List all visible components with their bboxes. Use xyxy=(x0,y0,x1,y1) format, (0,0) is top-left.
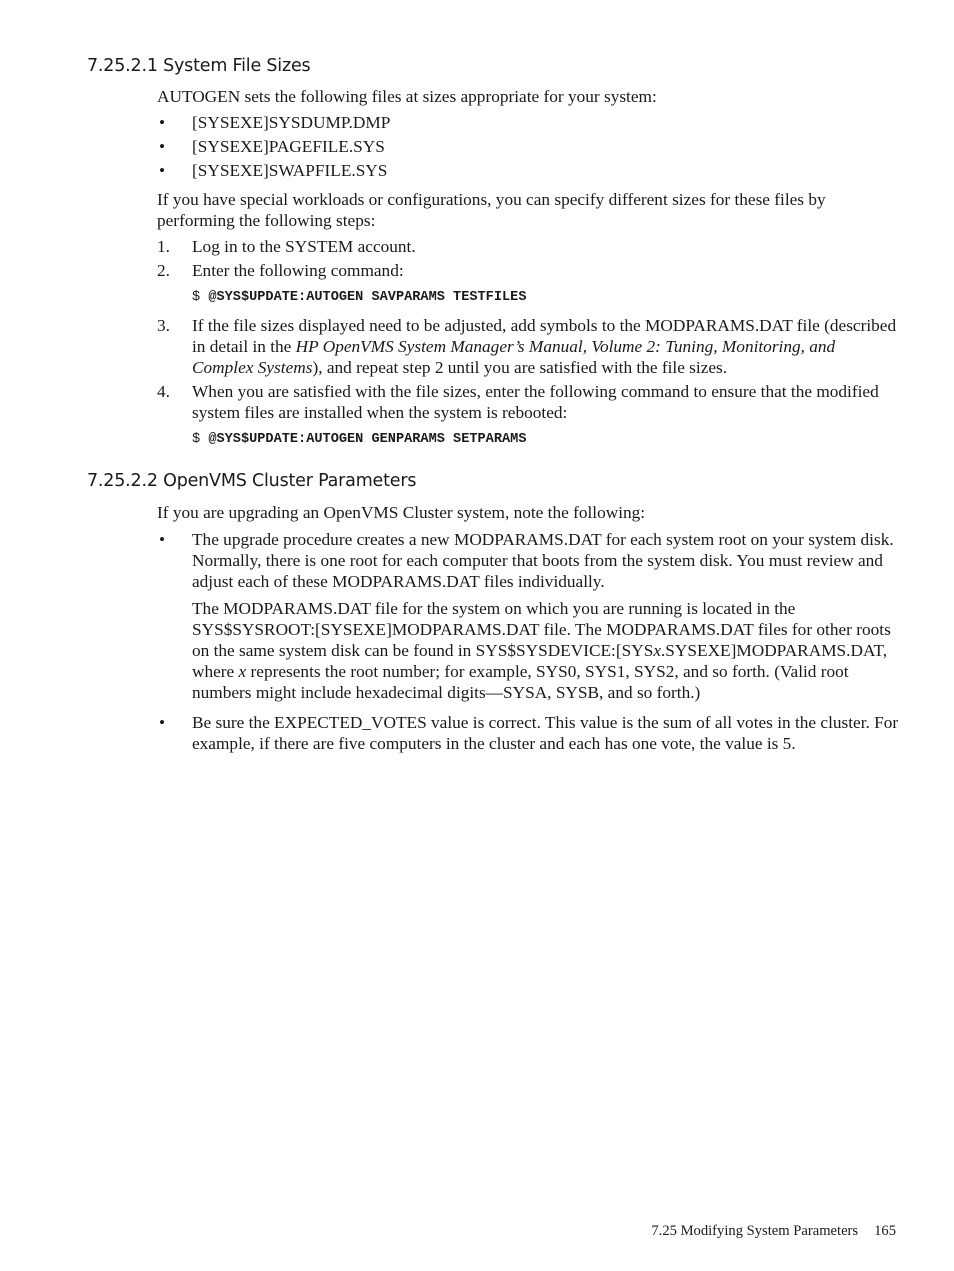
step-number: 4. xyxy=(157,382,170,401)
intro-paragraph: AUTOGEN sets the following files at sizes appropriate for your system: xyxy=(157,87,657,106)
steps-list xyxy=(157,236,899,281)
page-footer xyxy=(651,1222,896,1240)
cluster-notes-list xyxy=(157,529,899,754)
list-item xyxy=(157,712,899,754)
manual-title: HP OpenVMS System Manager’s Manual, Volume 2: Tuning, Monitoring, and Complex Systems xyxy=(192,337,836,377)
command-genparams xyxy=(192,431,526,449)
section-heading-system-file-sizes: 7.25.2.1 System File Sizes xyxy=(87,56,311,76)
step-number: 1. xyxy=(157,237,170,256)
bullet: • xyxy=(159,137,166,156)
step-text: Enter the following command: xyxy=(192,261,404,280)
step-item xyxy=(157,381,899,423)
file-list xyxy=(157,112,899,181)
bullet: • xyxy=(159,713,166,732)
list-item-text: [SYSEXE]SYSDUMP.DMP xyxy=(192,113,391,132)
step-number: 2. xyxy=(157,261,170,280)
list-item-text: [SYSEXE]PAGEFILE.SYS xyxy=(192,137,385,156)
step-text: If the file sizes displayed need to be adjusted, add symbols to the MODPARAMS.DAT file (described in detail in the xyxy=(192,316,897,356)
page-number: 165 xyxy=(874,1223,896,1239)
bullet: • xyxy=(159,113,166,132)
workloads-paragraph: If you have special workloads or configurations, you can specify different sizes for these files by performing the following steps: xyxy=(157,190,826,230)
step-item xyxy=(157,236,899,257)
step-number: 3. xyxy=(157,316,170,335)
section-heading-cluster-parameters: 7.25.2.2 OpenVMS Cluster Parameters xyxy=(87,471,417,491)
cluster-intro-paragraph: If you are upgrading an OpenVMS Cluster system, note the following: xyxy=(157,503,646,522)
steps-list-continued xyxy=(157,315,899,423)
list-item xyxy=(157,112,899,133)
list-item xyxy=(157,160,899,181)
command-text: @SYS$UPDATE:AUTOGEN SAVPARAMS TESTFILES xyxy=(208,290,527,305)
list-item xyxy=(157,136,899,157)
step-item xyxy=(157,315,899,378)
footer-section-title: 7.25 Modifying System Parameters xyxy=(651,1223,859,1239)
list-item-paragraph: The MODPARAMS.DAT file for the system on which you are running is located in the SYS$SYSROOT:[SYSEXE]MODPARAMS.DAT file. The MODPARAMS.DAT files for other roots on the same system disk can be found in SYS$SYSDEVICE:[SYSx.SYSEXE]MODPARAMS.DAT, where x represents the root number; for example, SYS0, SYS1, SYS2, and so forth. (Valid root numbers might include hexadecimal digits—SYSA, SYSB, and so forth.) xyxy=(192,599,891,702)
command-prompt: $ xyxy=(192,432,209,447)
bullet: • xyxy=(159,530,166,549)
bullet: • xyxy=(159,161,166,180)
command-savparams xyxy=(192,289,526,307)
list-item xyxy=(157,529,899,703)
step-text: Log in to the SYSTEM account. xyxy=(192,237,416,256)
step-item xyxy=(157,260,899,281)
list-item-text: Be sure the EXPECTED_VOTES value is correct. This value is the sum of all votes in the cluster. For example, if there are five computers in the cluster and each has one vote, the value is 5. xyxy=(192,713,899,753)
command-text: @SYS$UPDATE:AUTOGEN GENPARAMS SETPARAMS xyxy=(208,432,527,447)
list-item-text: The upgrade procedure creates a new MODPARAMS.DAT for each system root on your system disk. Normally, there is one root for each computer that boots from the system disk. You must review and adjust each of these MODPARAMS.DAT files individually. xyxy=(192,530,894,591)
step-text: ), and repeat step 2 until you are satisfied with the file sizes. xyxy=(312,358,728,377)
command-prompt: $ xyxy=(192,290,209,305)
step-text: When you are satisfied with the file sizes, enter the following command to ensure that the modified system files are installed when the system is rebooted: xyxy=(192,382,879,422)
list-item-text: [SYSEXE]SWAPFILE.SYS xyxy=(192,161,388,180)
